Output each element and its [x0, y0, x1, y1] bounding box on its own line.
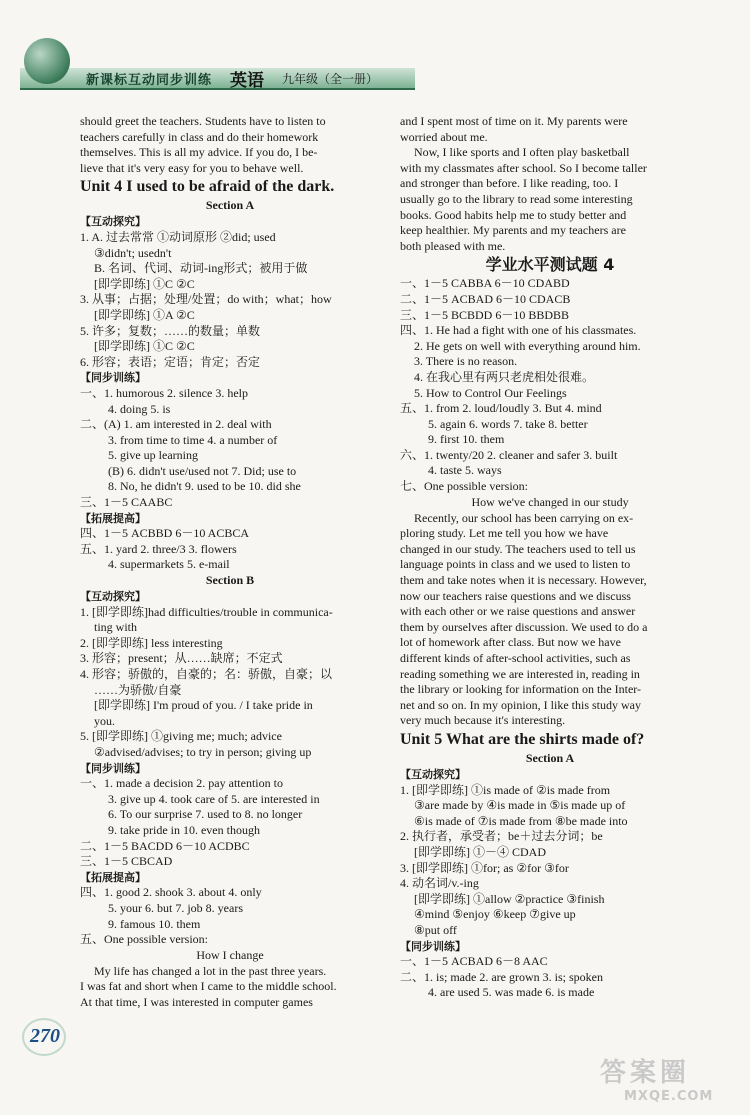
text-line: with each other or we raise questions and answer	[400, 604, 636, 619]
text-line: [即学即练] I'm proud of you. / I take pride in	[94, 698, 313, 713]
text-line: 五、1. from 2. loud/loudly 3. But 4. mind	[400, 401, 602, 416]
text-line: 4. taste 5. ways	[428, 463, 502, 478]
grade-label: 九年级（全一册）	[282, 72, 379, 86]
text-line: [即学即练] ①A ②C	[94, 307, 195, 322]
globe-logo-icon	[24, 38, 70, 84]
watermark-url: MXQE.COM	[624, 1089, 714, 1104]
paragraph-line: Now, I like sports and I often play basketball	[414, 145, 630, 160]
text-line: 一、1. humorous 2. silence 3. help	[80, 385, 248, 400]
text-line: 3. There is no reason.	[414, 354, 518, 369]
series-title: 新课标互动同步训练	[86, 73, 213, 88]
text-line: 6. To our surprise 7. used to 8. no longer	[108, 807, 303, 822]
text-line: [即学即练] ①allow ②practice ③finish	[414, 891, 605, 906]
text-line: ③didn't; usedn't	[94, 245, 172, 260]
text-line: them by ourselves after discussion. We used to do a	[400, 619, 648, 634]
exercise-tag: 【互动探究】	[80, 590, 146, 604]
text-line: changed in our study. The teachers used to tell us	[400, 541, 636, 556]
exercise-tag: 【同步训练】	[80, 761, 146, 775]
exercise-tag: 【同步训练】	[80, 371, 146, 385]
text-line: 七、One possible version:	[400, 479, 528, 494]
text-line: ②advised/advises; to try in person; giving up	[94, 744, 312, 759]
text-line: 一、1. made a decision 2. pay attention to	[80, 776, 283, 791]
composition-title: How we've changed in our study	[471, 494, 629, 509]
text-line: B. 名词、代词、动词-ing形式；被用于做	[94, 261, 308, 276]
text-line: now our teachers raise questions and we discuss	[400, 588, 631, 603]
text-line: 三、1－5 CBCAD	[80, 854, 173, 869]
text-line: you.	[94, 713, 115, 728]
text-line: 3. from time to time 4. a number of	[108, 432, 278, 447]
text-line: 2. He gets on well with everything around him.	[414, 338, 641, 353]
text-line: worried about me.	[400, 129, 488, 144]
paragraph-line: My life has changed a lot in the past three years.	[94, 963, 327, 978]
subject-title: 英语	[230, 71, 264, 91]
text-line: different kinds of after-school activities, such as	[400, 651, 631, 665]
text-line: 二、1－5 BACDD 6－10 ACDBC	[80, 838, 250, 853]
text-line: keep healthier. My parents and my teachers are	[400, 223, 626, 238]
text-line: 6. 形容；表语；定语；肯定；否定	[80, 354, 261, 369]
text-line: 3. 形容；present；从……缺席；不定式	[80, 651, 283, 666]
exercise-tag: 【互动探究】	[80, 215, 146, 229]
left-answer-column	[80, 114, 380, 1010]
text-line: net and so on. In my opinion, I like this study way	[400, 697, 641, 712]
text-line: 四、1－5 ACBBD 6－10 ACBCA	[80, 526, 250, 541]
text-line: and I spent most of time on it. My parents were	[400, 114, 628, 128]
text-line: 一、1－5 CABBA 6－10 CDABD	[400, 276, 570, 291]
text-line: both pleased with me.	[400, 238, 506, 253]
text-line: 五、1. yard 2. three/3 3. flowers	[80, 541, 237, 556]
text-line: with my classmates after school. So I become taller	[400, 160, 647, 175]
paragraph-line: Recently, our school has been carrying on ex-	[414, 510, 634, 525]
text-line: [即学即练] ①C ②C	[94, 276, 195, 291]
text-line: usually go to the library to read some interesting	[400, 191, 633, 206]
text-line: 4. supermarkets 5. e-mail	[108, 557, 230, 572]
text-line: ting with	[94, 620, 138, 635]
text-line: ④mind ⑤enjoy ⑥keep ⑦give up	[414, 907, 576, 922]
text-line: 4. 在我心里有两只老虎相处很难。	[414, 369, 595, 384]
watermark-logo-text: 答案圈	[600, 1058, 691, 1088]
section-heading: Section A	[525, 750, 575, 765]
text-line: 1. A. 过去常常 ①动词原形 ②did; used	[80, 229, 276, 244]
text-line: 4. doing 5. is	[108, 401, 171, 416]
watermark	[600, 1052, 745, 1112]
text-line: and stronger than before. I like reading, too. I	[400, 176, 619, 191]
text-line: 三、1－5 BCBDD 6－10 BBDBB	[400, 307, 570, 322]
text-line: books. Good habits help me to study better and	[400, 207, 627, 222]
page-number: 270	[30, 1025, 60, 1047]
text-line: 5. give up learning	[108, 448, 198, 463]
text-line: 四、1. He had a fight with one of his classmates.	[400, 323, 637, 338]
text-line: 六、1. twenty/20 2. cleaner and safer 3. built	[400, 447, 618, 462]
exercise-tag: 【拓展提高】	[80, 870, 146, 884]
text-line: 4. are used 5. was made 6. is made	[428, 985, 595, 1000]
text-line: 二、(A) 1. am interested in 2. deal with	[80, 417, 272, 432]
text-line: I was fat and short when I came to the middle school.	[80, 979, 337, 994]
text-line: 五、One possible version:	[80, 932, 208, 947]
text-line: 4. 动名词/v.-ing	[400, 876, 479, 891]
text-line: 4. 形容；骄傲的，自豪的；名：骄傲，自豪；以	[80, 667, 333, 681]
text-line: 5. 许多；复数；……的数量；单数	[80, 323, 261, 338]
text-line: lot of homework after class. But now we have	[400, 635, 621, 650]
text-line: 5. your 6. but 7. job 8. years	[108, 900, 243, 915]
text-line: 9. take pride in 10. even though	[108, 822, 260, 837]
section-heading: Section A	[205, 198, 255, 213]
text-line: 5. again 6. words 7. take 8. better	[428, 416, 588, 431]
unit-heading: Unit 4 I used to be afraid of the dark.	[80, 178, 335, 196]
text-line: ⑥is made of ⑦is made from ⑧be made into	[414, 813, 628, 828]
text-line: [即学即练] ①－④ CDAD	[414, 844, 546, 859]
section-heading: Section B	[205, 573, 255, 588]
text-line: themselves. This is all my advice. If you do, I be-	[80, 145, 318, 160]
text-line: very much because it's interesting.	[400, 713, 566, 728]
text-line: 3. 从事；占据；处理/处置；do with；what；how	[80, 292, 332, 307]
text-line: At that time, I was interested in computer games	[80, 994, 313, 1009]
text-line: [即学即练] ①C ②C	[94, 339, 195, 354]
exercise-tag: 【互动探究】	[400, 767, 466, 781]
text-line: lieve that it's very easy for you to behave well.	[80, 160, 304, 175]
page-header	[0, 0, 750, 108]
text-line: 3. [即学即练] ①for; as ②for ③for	[400, 860, 569, 875]
text-line: should greet the teachers. Students have to listen to	[80, 114, 326, 128]
text-line: reading something we are interested in, reading in	[400, 666, 640, 681]
text-line: 四、1. good 2. shook 3. about 4. only	[80, 885, 262, 900]
text-line: 1. [即学即练]had difficulties/trouble in communica-	[80, 604, 333, 619]
unit-heading: Unit 5 What are the shirts made of?	[400, 730, 645, 748]
text-line: 9. famous 10. them	[108, 916, 201, 931]
text-line: (B) 6. didn't use/used not 7. Did; use to	[108, 463, 297, 478]
text-line: 5. How to Control Our Feelings	[414, 385, 567, 400]
text-line: 1. [即学即练] ①is made of ②is made from	[400, 782, 611, 797]
text-line: 三、1－5 CAABC	[80, 495, 173, 510]
test-heading: 学业水平测试题 4	[485, 255, 615, 275]
text-line: ⑧put off	[414, 922, 457, 937]
text-line: teachers carefully in class and do their homework	[80, 129, 319, 144]
text-line: ……为骄傲/自豪	[94, 682, 182, 697]
text-line: 9. first 10. them	[428, 432, 505, 447]
composition-title: How I change	[196, 947, 264, 962]
text-line: 2. [即学即练] less interesting	[80, 635, 223, 650]
right-answer-column	[400, 114, 700, 1001]
text-line: ploring study. Let me tell you how we have	[400, 526, 609, 541]
exercise-tag: 【拓展提高】	[80, 511, 146, 525]
text-line: 2. 执行者，承受者；be＋过去分词；be	[400, 829, 603, 844]
text-line: language points in class and we used to listen to	[400, 557, 631, 572]
text-line: 二、1. is; made 2. are grown 3. is; spoken	[400, 969, 603, 984]
text-line: 5. [即学即练] ①giving me; much; advice	[80, 729, 282, 744]
text-line: 3. give up 4. took care of 5. are interested in	[108, 791, 320, 806]
text-line: 8. No, he didn't 9. used to be 10. did she	[108, 479, 301, 494]
text-line: 一、1－5 ACBAD 6－8 AAC	[400, 954, 548, 969]
exercise-tag: 【同步训练】	[400, 939, 466, 953]
text-line: the library or looking for information on the Inter-	[400, 682, 642, 697]
text-line: 二、1－5 ACBAD 6－10 CDACB	[400, 291, 571, 306]
text-line: them and take notes when it is necessary. However,	[400, 573, 647, 588]
text-line: ③are made by ④is made in ⑤is made up of	[414, 798, 626, 813]
